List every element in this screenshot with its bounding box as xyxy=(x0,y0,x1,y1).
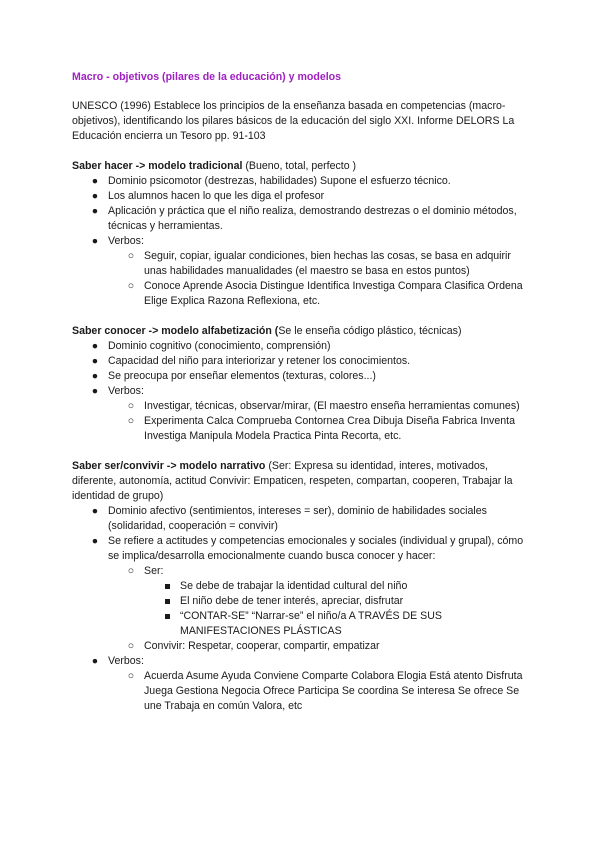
list-item: ○ Ser: Se debe de trabajar la identidad cultural del niño El niño debe de tener interés, apreciar, disfrutar “CONTAR-SE” “Narrar-se” el niño/a A TRAVÉS DE SUS MANIFESTACIONES PLÁSTICAS xyxy=(108,564,532,639)
bullet-icon: ● xyxy=(91,655,99,667)
document-page xyxy=(72,70,532,729)
list-item: ○ Seguir, copiar, igualar condiciones, bien hechas las cosas, se basa en adquirir unas habilidades manualidades (el maestro se basa en estos puntos) xyxy=(127,250,511,277)
list-item: ● Se refiere a actitudes y competencias emocionales y sociales (individual y grupal), cómo se implica/desarrolla emocionalmente cuando busca conocer y hacer: ○ Ser: Se debe de trabajar la identidad cultural del niño El niño debe de tener interés, apreciar, disfrutar “CONTAR-SE” “Narrar-se” el niño/a A TRAVÉS DE SUS MANIFESTACIONES PLÁSTICAS ○ Convivir: Respetar, cooperar, compartir, empatizar xyxy=(72,534,532,654)
bullet-list xyxy=(72,339,532,444)
heading-bold: Saber hacer -> modelo tradicional xyxy=(72,160,243,172)
section-heading xyxy=(72,459,532,504)
bullet-list xyxy=(72,504,532,714)
list-item: ● Se preocupa por enseñar elementos (texturas, colores...) xyxy=(91,370,376,382)
bullet-icon: ● xyxy=(91,190,99,202)
section-heading xyxy=(72,159,532,174)
list-item: “CONTAR-SE” “Narrar-se” el niño/a A TRAVÉS DE SUS MANIFESTACIONES PLÁSTICAS xyxy=(144,609,532,639)
section-heading xyxy=(72,324,532,339)
list-item: ● Verbos: ○ Acuerda Asume Ayuda Conviene Comparte Colabora Elogia Está atento Disfruta Juega Gestiona Negocia Ofrece Participa Se coordina Se interesa Se ofrece Se une Trabaja en común Valora, etc xyxy=(72,654,532,714)
document-title: Macro - objetivos (pilares de la educación) y modelos xyxy=(72,71,342,83)
heading-bold: Saber conocer -> modelo alfabetización ( xyxy=(72,325,279,337)
circle-bullet-icon: ○ xyxy=(127,640,135,652)
section-saber-conocer xyxy=(72,324,532,444)
list-item: ● Verbos: ○ Investigar, técnicas, observar/mirar, (El maestro enseña herramientas comunes) ○ Experimenta Calca Comprueba Contornea Crea Dibuja Diseña Fabrica Inventa Investiga Manipula Modela Practica Pinta Recorta, etc. xyxy=(72,384,532,444)
list-item: Se debe de trabajar la identidad cultural del niño xyxy=(144,579,532,594)
square-bullet-icon xyxy=(165,614,170,619)
list-item: ○ Investigar, técnicas, observar/mirar, (El maestro enseña herramientas comunes) xyxy=(127,400,520,412)
list-item: ○ Acuerda Asume Ayuda Conviene Comparte Colabora Elogia Está atento Disfruta Juega Gestiona Negocia Ofrece Participa Se coordina Se interesa Se ofrece Se une Trabaja en común Valora, etc xyxy=(127,670,523,712)
intro-paragraph: UNESCO (1996) Establece los principios de la enseñanza basada en competencias (macro-objetivos), identificando los pilares básicos de la educación del siglo XXI. Informe DELORS La Educación encierra un Tesoro pp. 91-103 xyxy=(72,100,515,142)
square-bullet-icon xyxy=(165,599,170,604)
section-saber-hacer xyxy=(72,159,532,309)
bullet-icon: ● xyxy=(91,355,99,367)
heading-bold: Saber ser/convivir -> modelo narrativo xyxy=(72,460,266,472)
circle-bullet-icon: ○ xyxy=(127,415,135,427)
sub-sub-list xyxy=(144,579,532,639)
bullet-icon: ● xyxy=(91,175,99,187)
list-item: ● Dominio afectivo (sentimientos, intereses = ser), dominio de habilidades sociales (solidaridad, cooperación = convivir) xyxy=(91,505,487,532)
list-item: El niño debe de tener interés, apreciar, disfrutar xyxy=(144,594,532,609)
bullet-icon: ● xyxy=(91,205,99,217)
circle-bullet-icon: ○ xyxy=(127,280,135,292)
list-item: ● Dominio cognitivo (conocimiento, comprensión) xyxy=(91,340,331,352)
square-bullet-icon xyxy=(165,584,170,589)
bullet-icon: ● xyxy=(91,385,99,397)
heading-rest: Se le enseña código plástico, técnicas) xyxy=(278,325,462,337)
bullet-icon: ● xyxy=(91,505,99,517)
bullet-icon: ● xyxy=(91,370,99,382)
sub-list xyxy=(108,399,532,444)
sub-list xyxy=(108,249,532,309)
list-item: ● Los alumnos hacen lo que les diga el profesor xyxy=(91,190,325,202)
circle-bullet-icon: ○ xyxy=(127,565,135,577)
list-item: ● Aplicación y práctica que el niño realiza, demostrando destrezas o el dominio métodos, técnicas y herramientas. xyxy=(91,205,517,232)
list-item: ● Capacidad del niño para interiorizar y retener los conocimientos. xyxy=(91,355,411,367)
bullet-icon: ● xyxy=(91,535,99,547)
list-item: ○ Experimenta Calca Comprueba Contornea Crea Dibuja Diseña Fabrica Inventa Investiga Manipula Modela Practica Pinta Recorta, etc. xyxy=(127,415,515,442)
bullet-icon: ● xyxy=(91,235,99,247)
bullet-list xyxy=(72,174,532,309)
sub-list xyxy=(108,564,532,654)
bullet-icon: ● xyxy=(91,340,99,352)
circle-bullet-icon: ○ xyxy=(127,250,135,262)
list-item: ● Dominio psicomotor (destrezas, habilidades) Supone el esfuerzo técnico. xyxy=(91,175,451,187)
circle-bullet-icon: ○ xyxy=(127,670,135,682)
list-item: ● Verbos: ○ Seguir, copiar, igualar condiciones, bien hechas las cosas, se basa en adquirir unas habilidades manualidades (el maestro se basa en estos puntos) ○ Conoce Aprende Asocia Distingue Identifica Investiga Compara Clasifica Ordena Elige Explica Razona Reflexiona, etc. xyxy=(72,234,532,309)
heading-rest: (Bueno, total, perfecto ) xyxy=(242,160,357,172)
heading-rest: (Ser: Expresa su identidad, interes, motivados, diferente, autonomía, actitud Convivir: Empaticen, respeten, compartan, cooperen, Trabajar la identidad de grupo) xyxy=(72,460,513,502)
circle-bullet-icon: ○ xyxy=(127,400,135,412)
sub-list xyxy=(108,669,532,714)
list-item: ○ Convivir: Respetar, cooperar, compartir, empatizar xyxy=(127,640,380,652)
section-saber-ser xyxy=(72,459,532,714)
list-item: ○ Conoce Aprende Asocia Distingue Identifica Investiga Compara Clasifica Ordena Elige Explica Razona Reflexiona, etc. xyxy=(127,280,523,307)
